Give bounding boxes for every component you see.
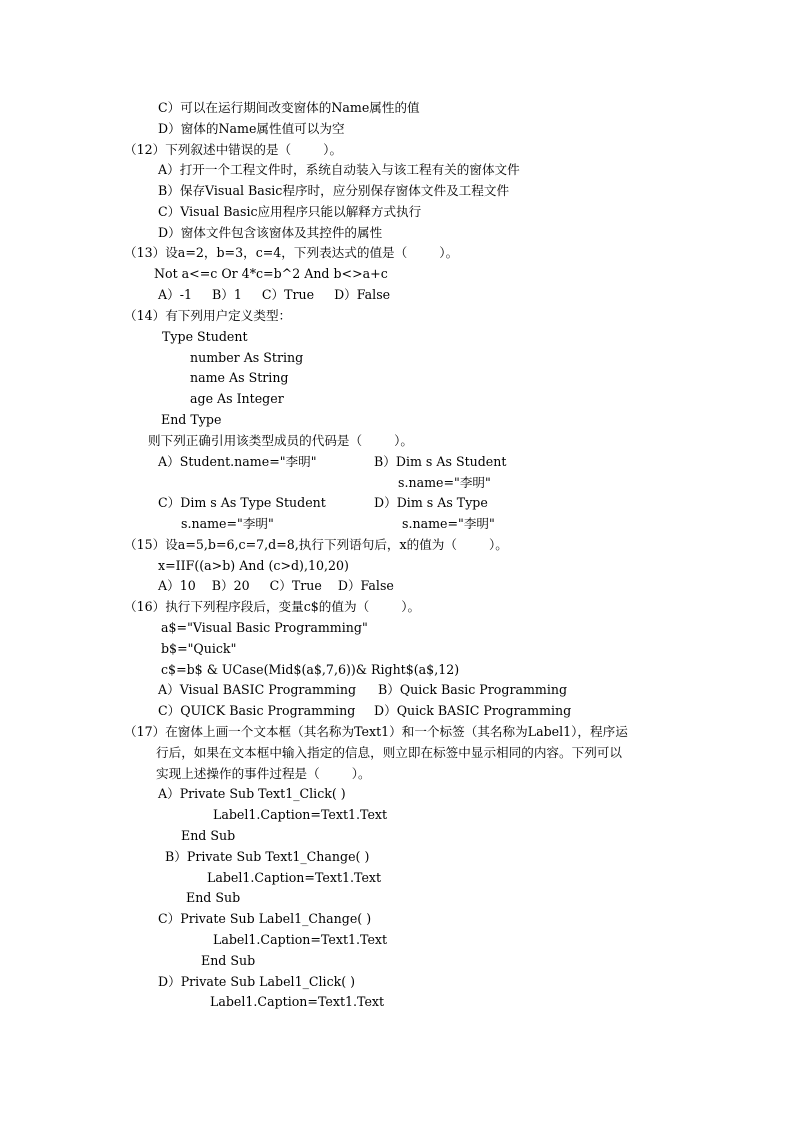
q14-prompt: 则下列正确引用该类型成员的代码是（ ）。 [148, 433, 414, 448]
q12-option-b: B）保存Visual Basic程序时，应分别保存窗体文件及工程文件 [158, 183, 510, 198]
q17-code-line: Label1.Caption=Text1.Text [213, 807, 388, 822]
question-12: （12）下列叙述中错误的是（ ）。 [124, 142, 343, 157]
q12-option-a: A）打开一个工程文件时，系统自动装入与该工程有关的窗体文件 [158, 162, 520, 177]
q16-code-line: c$=b$ & UCase(Mid$(a$,7,6))& Right$(a$,12) [161, 662, 460, 677]
q16-option-a: A）Visual BASIC Programming [158, 682, 357, 697]
q14-option-b: B）Dim s As Student [374, 454, 507, 469]
q14-code-line: number As String [190, 350, 304, 365]
q16-option-c: C）QUICK Basic Programming [158, 703, 356, 718]
q17-code-line: End Sub [201, 953, 256, 968]
question-14: （14）有下列用户定义类型： [124, 308, 292, 323]
q14-option-a: A）Student.name="李明" [158, 454, 317, 469]
q12-option-c: C）Visual Basic应用程序只能以解释方式执行 [158, 204, 422, 219]
q17-option-c: C）Private Sub Label1_Change( ) [158, 911, 372, 926]
q17-code-line: Label1.Caption=Text1.Text [213, 932, 388, 947]
q14-option-c: C）Dim s As Type Student [158, 495, 326, 510]
q15-options: A）10 B）20 C）True D）False [158, 578, 394, 593]
q16-option-d: D）Quick BASIC Programming [374, 703, 572, 718]
q16-option-b: B）Quick Basic Programming [378, 682, 568, 697]
q15-statement: x=IIF((a>b) And (c>d),10,20) [158, 558, 349, 573]
q14-code-line: name As String [190, 370, 289, 385]
question-17-line2: 行后，如果在文本框中输入指定的信息，则立即在标签中显示相同的内容。下列可以 [156, 745, 622, 760]
q13-expression: Not a<=c Or 4*c=b^2 And b<>a+c [154, 266, 388, 281]
q17-code-line: End Sub [181, 828, 236, 843]
q17-code-line: Label1.Caption=Text1.Text [210, 994, 385, 1009]
q17-option-b: B）Private Sub Text1_Change( ) [165, 849, 370, 864]
q17-code-line: End Sub [186, 890, 241, 905]
q14-option-d-line2: s.name="李明" [402, 516, 495, 531]
q14-code-line: End Type [161, 412, 222, 427]
q14-option-b-line2: s.name="李明" [398, 475, 491, 490]
q14-code-line: age As Integer [190, 391, 284, 406]
q12-option-d: D）窗体文件包含该窗体及其控件的属性 [158, 225, 383, 240]
q11-option-c: C）可以在运行期间改变窗体的Name属性的值 [158, 100, 420, 115]
q14-option-d: D）Dim s As Type [374, 495, 488, 510]
question-15: （15）设a=5,b=6,c=7,d=8,执行下列语句后，x的值为（ ）。 [124, 537, 508, 552]
q13-options: A）-1 B）1 C）True D）False [158, 287, 391, 302]
q16-code-line: b$="Quick" [161, 641, 237, 656]
question-17: （17）在窗体上画一个文本框（其名称为Text1）和一个标签（其名称为Label1），程序运 [124, 724, 628, 739]
q14-option-c-line2: s.name="李明" [181, 516, 274, 531]
q17-option-d: D）Private Sub Label1_Click( ) [158, 974, 356, 989]
q17-option-a: A）Private Sub Text1_Click( ) [158, 786, 346, 801]
q16-code-line: a$="Visual Basic Programming" [161, 620, 368, 635]
q14-code-line: Type Student [162, 329, 248, 344]
question-17-line3: 实现上述操作的事件过程是（ ）。 [156, 766, 371, 781]
question-16: （16）执行下列程序段后，变量c$的值为（ ）。 [124, 599, 421, 614]
q17-code-line: Label1.Caption=Text1.Text [207, 870, 382, 885]
q11-option-d: D）窗体的Name属性值可以为空 [158, 121, 345, 136]
question-13: （13）设a=2，b=3，c=4，下列表达式的值是（ ）。 [124, 245, 459, 260]
